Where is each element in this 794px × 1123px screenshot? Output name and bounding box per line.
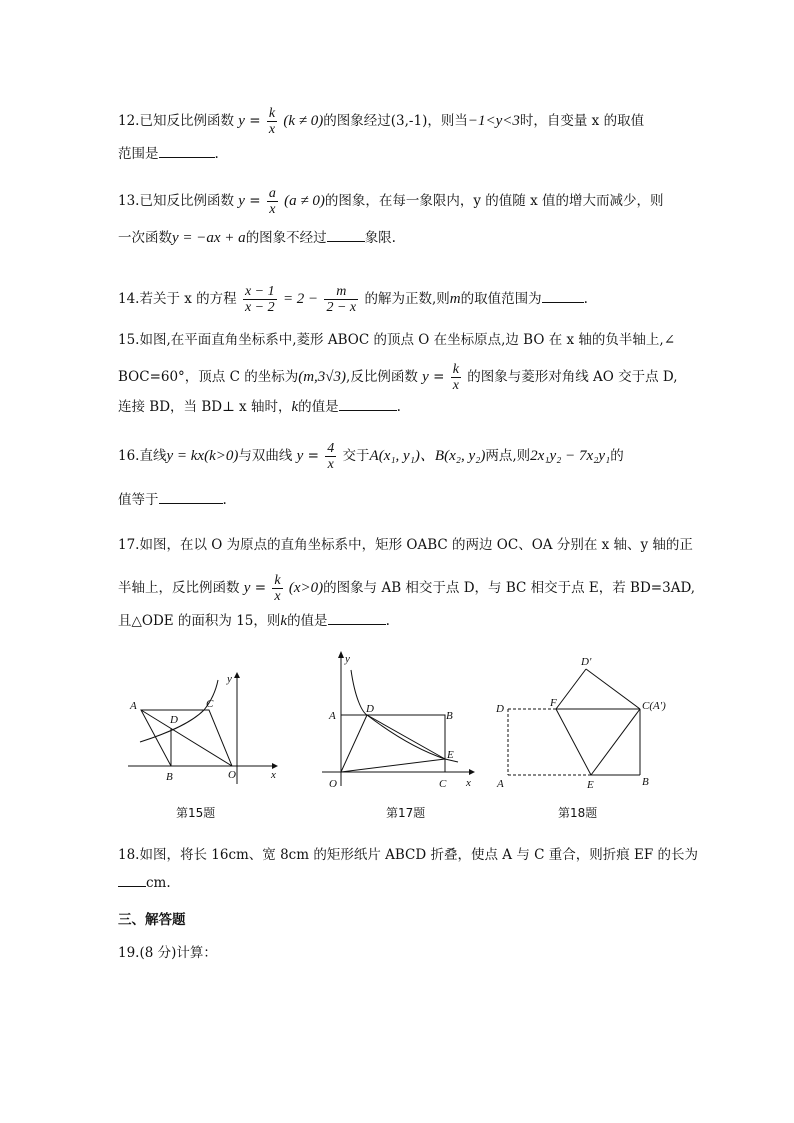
fig17-segment-oe bbox=[341, 759, 445, 772]
q17-equals: = bbox=[254, 580, 267, 596]
question-13-line1 bbox=[118, 186, 664, 217]
q13-line2b: 的图象不经过 bbox=[245, 230, 327, 246]
q16-end: . bbox=[222, 492, 227, 508]
q16-fraction bbox=[325, 441, 336, 472]
figure-15 bbox=[120, 662, 285, 792]
q16-equals: = bbox=[307, 448, 319, 464]
q12-var-y: y bbox=[238, 113, 245, 129]
q12-line2: 范围是 bbox=[118, 146, 159, 162]
q13-denominator: x bbox=[269, 202, 276, 217]
q12-end: . bbox=[214, 146, 219, 162]
q14-var-m: m bbox=[449, 291, 461, 307]
q16-mid3: 两点,则 bbox=[485, 448, 531, 464]
q17-numerator: k bbox=[274, 573, 281, 588]
fig15-label-x: x bbox=[271, 769, 276, 781]
fig18-segment-d1c bbox=[586, 669, 640, 709]
fig18-crease-fe bbox=[556, 709, 591, 775]
q15-line2b: ,反比例函数 bbox=[346, 369, 418, 385]
q13-fraction bbox=[267, 186, 278, 217]
q15-answer-blank[interactable] bbox=[339, 396, 397, 411]
q16-answer-blank[interactable] bbox=[159, 489, 223, 504]
fig17-label-y: y bbox=[345, 653, 350, 665]
q13-linear-expr: y = −ax + a bbox=[172, 230, 246, 246]
q12-denominator: x bbox=[268, 122, 276, 137]
q17-denominator: x bbox=[274, 589, 281, 604]
q13-prefix: 13.已知反比例函数 bbox=[118, 193, 234, 209]
q14-fraction-2 bbox=[324, 284, 358, 315]
q12-numerator: k bbox=[268, 106, 276, 121]
fig15-label-y: y bbox=[227, 673, 232, 685]
q14-fraction-1 bbox=[243, 284, 277, 315]
q18-answer-blank[interactable] bbox=[118, 872, 146, 887]
section-3-heading: 三、解答题 bbox=[118, 912, 186, 928]
q17-var-k: k bbox=[280, 613, 288, 629]
q16-denominator: x bbox=[327, 457, 334, 472]
q12-answer-blank[interactable] bbox=[159, 143, 215, 158]
fig17-label-e: E bbox=[447, 749, 454, 761]
fig17-label-o: O bbox=[329, 778, 337, 790]
figure-15-caption: 第15题 bbox=[176, 806, 216, 820]
q16-mid1: 与双曲线 bbox=[238, 448, 293, 464]
question-18-line1 bbox=[118, 846, 698, 864]
fig17-label-d: D bbox=[366, 703, 374, 715]
q15-numerator: k bbox=[452, 362, 459, 377]
fig18-segment-fd1 bbox=[556, 669, 586, 709]
fig15-diagonal-ao bbox=[141, 710, 232, 766]
fig17-rectangle bbox=[341, 715, 445, 772]
q14-answer-blank[interactable] bbox=[542, 288, 584, 303]
q15-coordinate: (m,3√3) bbox=[298, 369, 347, 385]
fig17-label-c: C bbox=[439, 778, 447, 790]
q15-line3b: 的值是 bbox=[298, 399, 339, 415]
q13-mid: 的图象，在每一象限内，y 的值随 x 值的增大而减少，则 bbox=[324, 193, 664, 209]
q16-points: A(x₁, y₁)、B(x₂, y₂) bbox=[369, 448, 486, 464]
fig15-hyperbola bbox=[140, 680, 218, 742]
q13-answer-blank[interactable] bbox=[327, 227, 365, 242]
fig17-x-arrow bbox=[469, 769, 475, 775]
q16-prefix: 16.直线 bbox=[118, 448, 167, 464]
q17-answer-blank[interactable] bbox=[328, 610, 386, 625]
q14-prefix: 14.若关于 x 的方程 bbox=[118, 291, 237, 307]
question-16-line2 bbox=[118, 489, 227, 509]
q12-fraction bbox=[267, 106, 277, 137]
q15-line2a: BOC=60°，顶点 C 的坐标为 bbox=[118, 369, 299, 385]
q14-numerator-2: m bbox=[324, 284, 358, 300]
fig15-label-c: C bbox=[206, 698, 214, 710]
q15-denominator: x bbox=[452, 378, 459, 393]
q13-var-y: y bbox=[238, 193, 245, 209]
q13-equals: = bbox=[249, 193, 261, 209]
question-14-line bbox=[118, 284, 588, 315]
q16-var-y: y bbox=[296, 448, 304, 464]
fig17-y-arrow bbox=[338, 651, 344, 658]
question-15-line2 bbox=[118, 362, 678, 393]
question-12-line2 bbox=[118, 143, 219, 163]
figure-17-caption: 第17题 bbox=[386, 806, 426, 820]
q16-target-expr: 2x₁y₂ − 7x₂y₁ bbox=[530, 448, 611, 464]
q12-prefix: 12.已知反比例函数 bbox=[118, 113, 234, 129]
q15-line3a: 连接 BD，当 BD⊥ x 轴时， bbox=[118, 399, 292, 415]
q14-denominator-2: 2 − x bbox=[326, 300, 357, 315]
fig17-label-a: A bbox=[329, 710, 336, 722]
fig15-label-a: A bbox=[130, 700, 137, 712]
fig18-label-d-prime: D' bbox=[581, 656, 592, 668]
q14-end: . bbox=[583, 291, 588, 307]
q17-condition: (x>0) bbox=[288, 580, 324, 596]
q16-line2: 值等于 bbox=[118, 492, 159, 508]
fig17-label-b: B bbox=[446, 710, 453, 722]
figure-18-caption: 第18题 bbox=[558, 806, 598, 820]
q17-line3a: 且△ODE 的面积为 15，则 bbox=[118, 613, 281, 629]
q12-inequality: −1<y<3 bbox=[467, 113, 520, 129]
question-12-line1 bbox=[118, 106, 644, 137]
q15-line2c: 的图象与菱形对角线 AO 交于点 D, bbox=[467, 369, 678, 385]
fig15-y-arrow bbox=[234, 672, 240, 678]
fig18-label-b: B bbox=[642, 776, 649, 788]
fig18-segment-ec bbox=[591, 709, 640, 775]
q16-mid2: 交于 bbox=[342, 448, 370, 464]
fig18-label-f: F bbox=[550, 697, 557, 709]
fig15-label-d: D bbox=[170, 714, 178, 726]
q15-line1: 15.如图,在平面直角坐标系中,菱形 ABOC 的顶点 O 在坐标原点,边 BO 在 x 轴的负半轴上,∠ bbox=[118, 332, 676, 348]
q16-line-expr: y = kx(k>0) bbox=[166, 448, 239, 464]
q13-line2a: 一次函数 bbox=[118, 230, 172, 246]
q17-fraction bbox=[272, 573, 282, 604]
q17-line2b: 的图象与 AB 相交于点 D，与 BC 相交于点 E，若 BD=3AD, bbox=[323, 580, 696, 596]
fig15-label-b: B bbox=[166, 771, 173, 783]
q18-line1: 18.如图，将长 16cm、宽 8cm 的矩形纸片 ABCD 折叠，使点 A 与 C 重合，则折痕 EF 的长为 bbox=[118, 847, 699, 863]
q15-end: . bbox=[396, 399, 401, 415]
q17-line3b: 的值是 bbox=[287, 613, 328, 629]
q12-suffix: 时，自变量 x 的取值 bbox=[519, 113, 645, 129]
fig18-label-a: A bbox=[497, 778, 504, 790]
q18-line2: cm. bbox=[146, 875, 171, 891]
fig18-label-e: E bbox=[587, 779, 594, 791]
q15-equals: = bbox=[433, 369, 445, 385]
q13-condition: (a ≠ 0) bbox=[284, 193, 325, 209]
q17-end: . bbox=[385, 613, 390, 629]
fig18-label-c-a-prime: C(A') bbox=[642, 700, 666, 712]
q16-suffix: 的 bbox=[610, 448, 624, 464]
q14-denominator-1: x − 2 bbox=[244, 300, 275, 315]
q13-numerator: a bbox=[268, 186, 276, 201]
q17-line2a: 半轴上，反比例函数 bbox=[118, 580, 240, 596]
q15-fraction bbox=[451, 362, 461, 393]
question-19: 19.(8 分)计算： bbox=[118, 945, 217, 961]
q16-numerator: 4 bbox=[327, 441, 335, 456]
q14-numerator-1: x − 1 bbox=[244, 284, 275, 299]
q12-equals: = bbox=[249, 113, 261, 129]
question-17-line2 bbox=[118, 573, 695, 604]
q12-condition: (k ≠ 0) bbox=[283, 113, 324, 129]
question-15-line1 bbox=[118, 331, 675, 349]
question-16-line1 bbox=[118, 441, 624, 472]
q12-mid: 的图象经过(3,-1)，则当 bbox=[323, 113, 468, 129]
figure-18 bbox=[492, 652, 692, 792]
fig17-segment-de bbox=[367, 715, 445, 759]
question-18-line2 bbox=[118, 872, 171, 892]
question-17-line1 bbox=[118, 536, 693, 554]
q14-equals: = 2 − bbox=[282, 291, 319, 307]
q14-suffix: 的取值范围为 bbox=[460, 291, 542, 307]
fig15-label-o: O bbox=[228, 769, 236, 781]
question-17-line3 bbox=[118, 610, 390, 630]
fig17-label-x: x bbox=[466, 777, 471, 789]
q13-line2c: 象限. bbox=[364, 230, 396, 246]
question-15-line3 bbox=[118, 396, 401, 416]
q15-var-y: y bbox=[422, 369, 429, 385]
fig18-label-d: D bbox=[496, 703, 504, 715]
figure-17 bbox=[322, 646, 482, 792]
q17-line1: 17.如图，在以 O 为原点的直角坐标系中，矩形 OABC 的两边 OC、OA 分别在 x 轴、y 轴的正 bbox=[118, 537, 693, 553]
question-13-line2 bbox=[118, 227, 396, 247]
q14-mid: 的解为正数,则 bbox=[364, 291, 450, 307]
q15-var-k: k bbox=[291, 399, 299, 415]
fig17-segment-od bbox=[341, 715, 367, 772]
q17-var-y: y bbox=[243, 580, 251, 596]
